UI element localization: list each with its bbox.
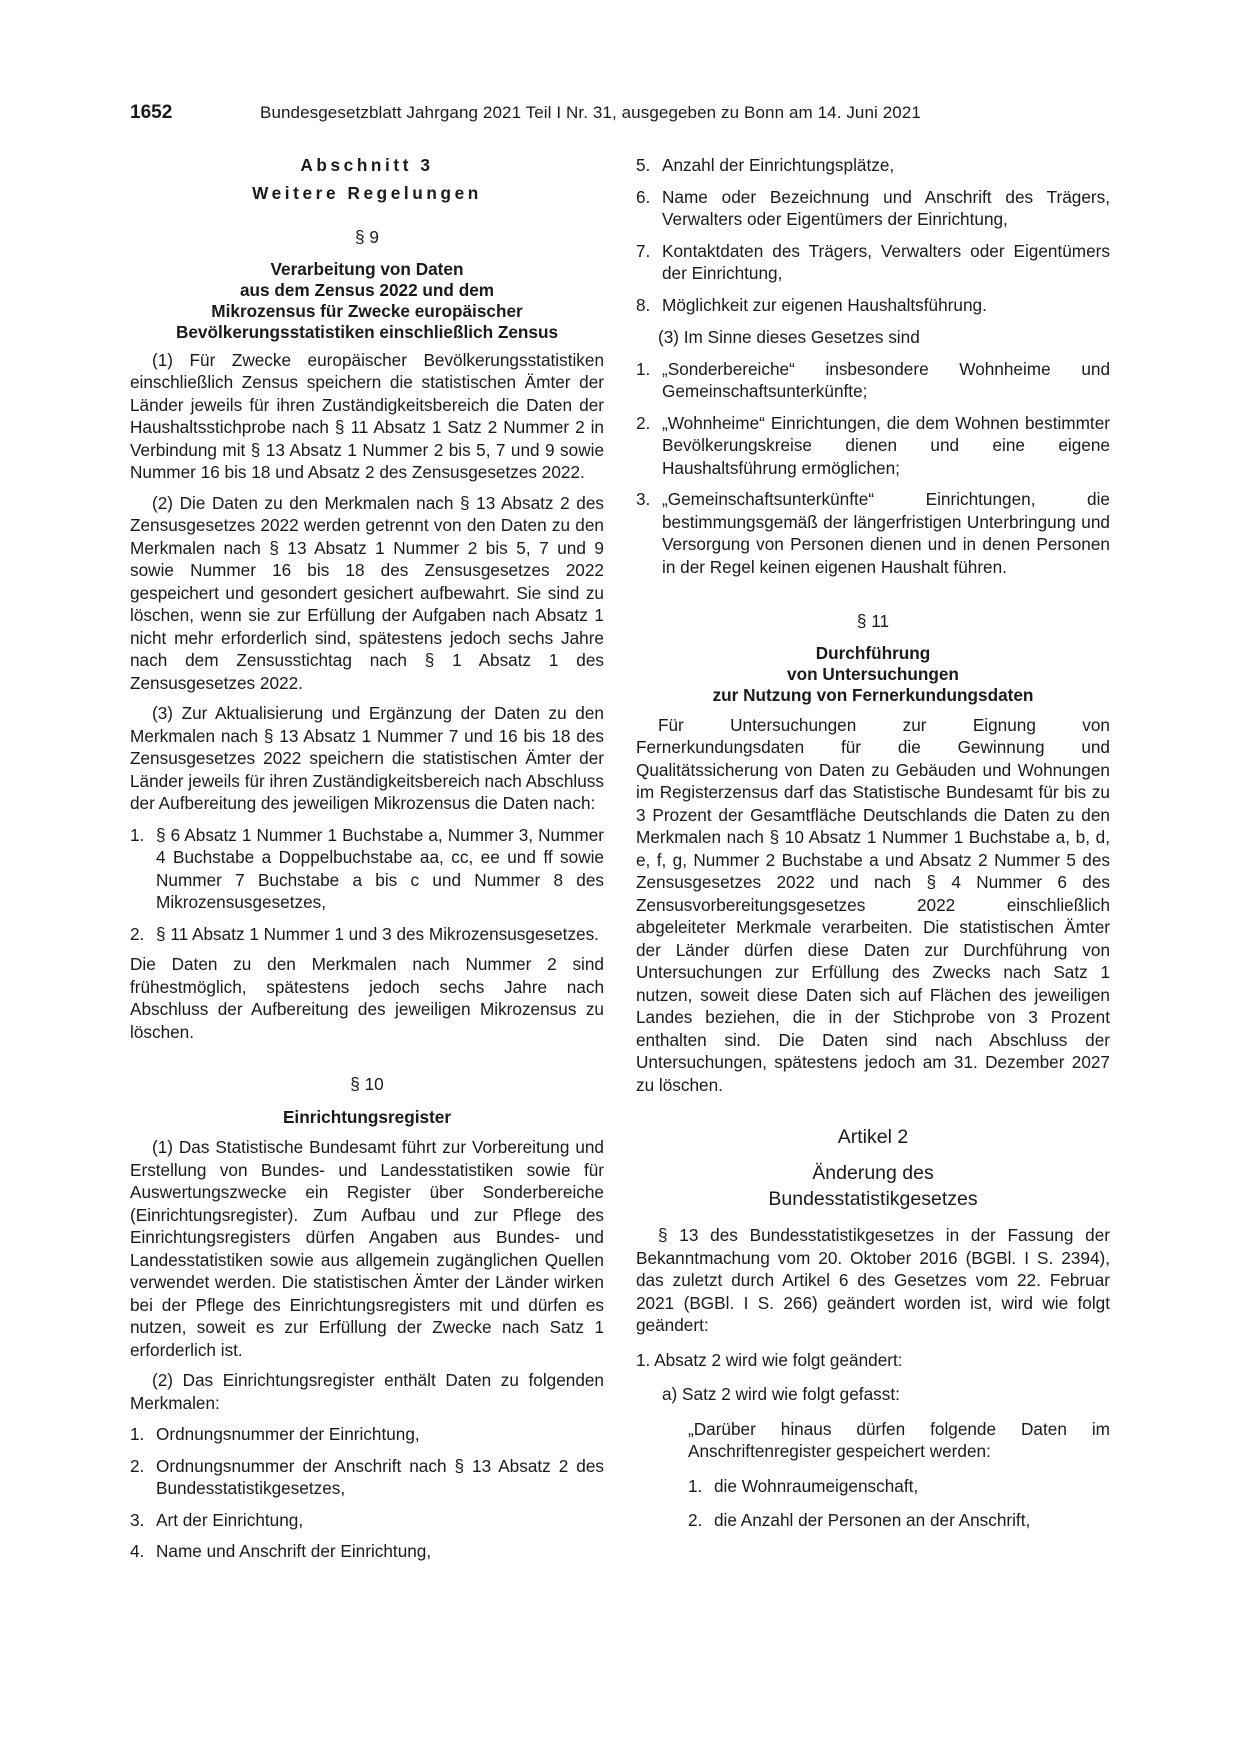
section-heading: Abschnitt 3 [300, 155, 434, 175]
s11-text: Für Untersuchungen zur Eignung von Fernerkundungsdaten für die Gewinnung und Qualitätssicherung von Daten zu Gebäuden und Wohnungen im Registerzensus darf das Statistische Bundesamt für bis zu 3 Prozent der Gesamtfläche Deutschlands die Daten zu den Merkmalen nach § 10 Absatz 1 Nummer 1 Buchstabe a, b, d, e, f, g, Nummer 2 Buchstabe a und Absatz 2 Nummer 5 des Zensusgesetzes 2022 und nach § 4 Nummer 6 des Zensusvorbereitungsgesetzes 2022 einschließlich abgeleiteter Merkmale verarbeiten. Die statistischen Ämter der Länder dürfen diese Daten zur Durchführung von Untersuchungen zur Erfüllung des Zwecks nach Satz 1 nutzen, soweit diese Daten sich auf Flächen des jeweiligen Landes beziehen, die in der Stichprobe von 3 Prozent enthalten sind. Die Daten sind nach Abschluss der Untersuchungen, spätestens jedoch am 31. Dezember 2027 zu löschen. [636, 714, 1110, 1095]
right-column [636, 154, 1110, 1532]
article-2-item-1a: a) Satz 2 wird wie folgt gefasst: [662, 1384, 900, 1404]
paragraph-number-11: § 11 [856, 611, 890, 631]
paragraph-11-title: Durchführung von Untersuchungen zur Nutzung von Fernerkundungsdaten [712, 642, 1034, 705]
section-title: Weitere Regelungen [252, 182, 482, 203]
list-item: 8. Möglichkeit zur eigenen Haushaltsführung. [636, 294, 987, 315]
list-item: 2. die Anzahl der Personen an der Anschrift, [688, 1510, 1031, 1530]
list-item: 3. Art der Einrichtung, [130, 1509, 304, 1530]
list-item: 3. „Gemeinschaftsunterkünfte“ Einrichtungen, die bestimmungsgemäß der längerfristigen Unterbringung und Versorgung von Personen dienen und in denen Personen in der Regel keinen eigenen Haushalt führen. [636, 489, 1110, 577]
list-item: 1. die Wohnraumeigenschaft, [688, 1475, 919, 1496]
list-item: 2. „Wohnheime“ Einrichtungen, die dem Wohnen bestimmter Bevölkerungskreise dienen und eine eigene Haushaltsführung ermöglichen; [636, 412, 1110, 478]
s9-list [130, 824, 604, 946]
list-item: 4. Name und Anschrift der Einrichtung, [130, 1541, 432, 1561]
list-item: 1. § 6 Absatz 1 Nummer 1 Buchstabe a, Nummer 3, Nummer 4 Buchstabe a Doppelbuchstabe aa, cc, ee und ff sowie Nummer 7 Buchstabe a bis c und Nummer 8 des Mikrozensusgesetzes, [130, 824, 604, 912]
running-head: Bundesgesetzblatt Jahrgang 2021 Teil I Nr. 31, ausgegeben zu Bonn am 14. Juni 2021 [260, 103, 921, 122]
list-item: 5. Anzahl der Einrichtungsplätze, [636, 155, 895, 175]
s9-absatz-1: (1) Für Zwecke europäischer Bevölkerungsstatistiken einschließlich Zensus speichern die statistischen Ämter der Länder jeweils für ihren Zuständigkeitsbereich die Daten der Haushaltsstichprobe nach § 11 Absatz 1 Satz 2 Nummer 2 in Verbindung mit § 13 Absatz 1 Nummer 2 bis 5, 7 und 9 sowie Nummer 16 bis 18 und Absatz 2 des Zensusgesetzes 2022. [130, 349, 604, 482]
s10-absatz-1: (1) Das Statistische Bundesamt führt zur Vorbereitung und Erstellung von Bundes- und Landesstatistiken sowie für Auswertungszwecke ein Register über Sonderbereiche (Einrichtungsregister). Zum Aufbau und zur Pflege des Einrichtungsregisters dürfen Angaben aus Bundes- und Landesstatistiken sowie aus allgemein zugänglichen Quellen verwendet werden. Die statistischen Ämter der Länder wirken bei der Pflege des Einrichtungsregisters mit und dürfen es nutzen, soweit es zur Erfüllung der Zwecke nach Satz 1 erforderlich ist. [130, 1137, 604, 1360]
s9-absatz-3: (3) Zur Aktualisierung und Ergänzung der Daten zu den Merkmalen nach § 13 Absatz 1 Nummer 7 und 16 bis 18 des Zensusgesetzes 2022 speichern die statistischen Ämter der Länder jeweils für ihren Zuständigkeitsbereich nach Abschluss der Aufbereitung des jeweiligen Mikrozensus die Daten nach: [130, 703, 604, 813]
list-item: 7. Kontaktdaten des Trägers, Verwalters oder Eigentümers der Einrichtung, [636, 240, 1110, 283]
quoted-text: „Darüber hinaus dürfen folgende Daten im Anschriftenregister gespeichert werden: [688, 1418, 1110, 1461]
paragraph-number-9: § 9 [355, 227, 379, 247]
list-item: 2. § 11 Absatz 1 Nummer 1 und 3 des Mikrozensusgesetzes. [130, 923, 599, 944]
page-header [130, 102, 1110, 132]
article-2-item-1: 1. Absatz 2 wird wie folgt geändert: [636, 1349, 903, 1370]
article-title: Änderung des Bundesstatistikgesetzes [768, 1162, 978, 1210]
paragraph-10-title: Einrichtungsregister [282, 1106, 452, 1127]
list-item: 2. Ordnungsnummer der Anschrift nach § 13 Absatz 2 des Bundesstatistikgesetzes, [130, 1455, 604, 1498]
s9-absatz-2: (2) Die Daten zu den Merkmalen nach § 13 Absatz 2 des Zensusgesetzes 2022 werden getrennt von den Daten zu den Merkmalen nach § 13 Absatz 1 Nummer 2 bis 5, 7 und 9 sowie Nummer 16 bis 18 des Zensusgesetzes 2022 gespeichert und gesondert gesichert aufbewahrt. Sie sind zu löschen, wenn sie zur Erfüllung der Aufgaben nach Absatz 1 nicht mehr erforderlich sind, spätestens jedoch sechs Jahre nach dem Zensusstichtag nach § 1 Absatz 1 des Zensusgesetzes 2022. [130, 492, 604, 693]
list-item: 6. Name oder Bezeichnung und Anschrift des Trägers, Verwalters oder Eigentümers der Einrichtung, [636, 186, 1110, 229]
list-item: 1. Ordnungsnummer der Einrichtung, [130, 1424, 420, 1444]
paragraph-number-10: § 10 [350, 1074, 384, 1094]
quoted-list [636, 1475, 1110, 1532]
article-2-intro: § 13 des Bundesstatistikgesetzes in der Fassung der Bekanntmachung vom 20. Oktober 2016 (BGBl. I S. 2394), das zuletzt durch Artikel 6 des Gesetzes vom 22. Februar 2021 (BGBl. I S. 266) geändert worden ist, wird wie folgt geändert: [636, 1225, 1110, 1335]
list-item: 1. „Sonderbereiche“ insbesondere Wohnheime und Gemeinschaftsunterkünfte; [636, 358, 1110, 401]
s10-list-continued [636, 154, 1110, 316]
s10-absatz-3: (3) Im Sinne dieses Gesetzes sind [658, 327, 920, 347]
s9-closing: Die Daten zu den Merkmalen nach Nummer 2 sind frühestmöglich, spätestens jedoch sechs Jahre nach Abschluss der Aufbereitung des jeweiligen Mikrozensus zu löschen. [130, 954, 604, 1042]
definitions-list [636, 358, 1110, 579]
page-number: 1652 [130, 102, 173, 123]
paragraph-9-title: Verarbeitung von Daten aus dem Zensus 2022 und dem Mikrozensus für Zwecke europäischer Bevölkerungsstatistiken einschließlich Zensus [175, 258, 559, 342]
left-column [130, 154, 604, 1563]
s10-absatz-2: (2) Das Einrichtungsregister enthält Daten zu folgenden Merkmalen: [130, 1370, 604, 1413]
s10-list [130, 1423, 604, 1563]
article-number: Artikel 2 [837, 1126, 909, 1148]
